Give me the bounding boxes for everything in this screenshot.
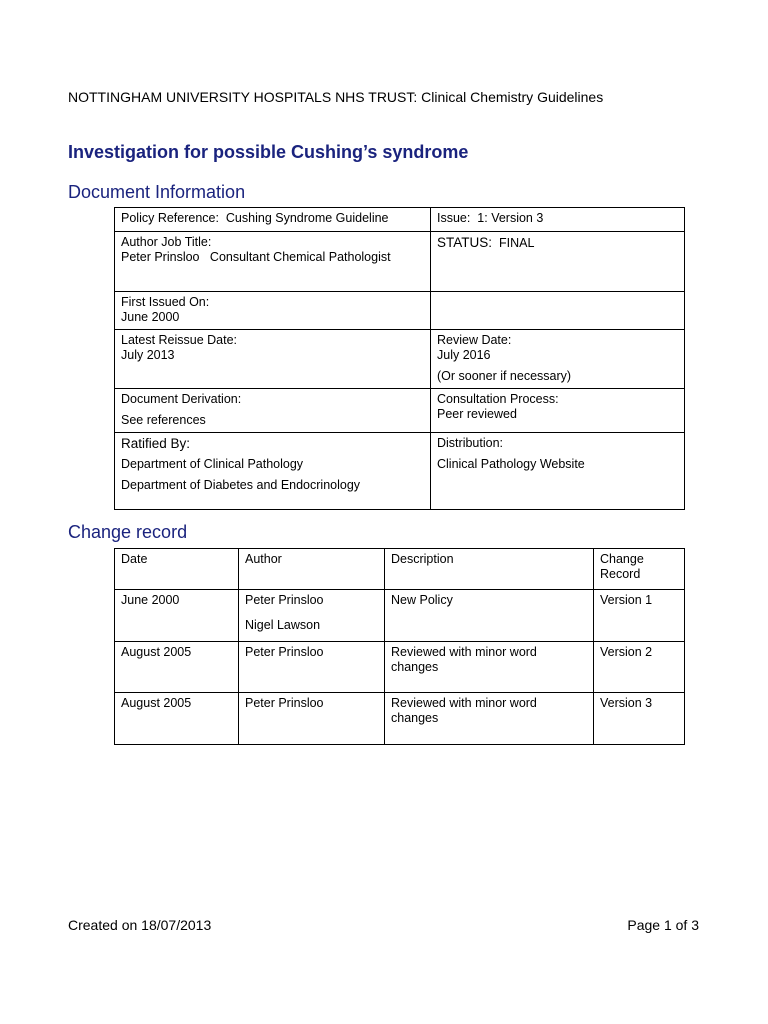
- first-issued-label: First Issued On:: [121, 295, 210, 309]
- table-row: [115, 433, 685, 510]
- consultation-value: Peer reviewed: [437, 407, 517, 421]
- column-header: Date: [115, 549, 239, 590]
- consultation-cell: [431, 389, 685, 433]
- empty-cell: [431, 292, 685, 330]
- table-row: [115, 590, 685, 642]
- column-header: Change Record: [594, 549, 685, 590]
- review-date-label: Review Date:: [437, 333, 512, 347]
- section-heading-change-record: Change record: [68, 522, 188, 542]
- review-date-note: (Or sooner if necessary): [437, 369, 572, 383]
- author-job-title-value: Peter Prinsloo Consultant Chemical Pathologist: [121, 250, 391, 264]
- change-record-cell: Version 2: [594, 642, 685, 693]
- author-job-title-label: Author Job Title:: [121, 235, 212, 249]
- author-cell: [239, 590, 385, 642]
- page-header: NOTTINGHAM UNIVERSITY HOSPITALS NHS TRUST: Clinical Chemistry Guidelines: [68, 89, 604, 105]
- status-value: FINAL: [498, 236, 535, 250]
- footer-page-number: Page 1 of 3: [627, 917, 699, 933]
- latest-reissue-cell: [115, 330, 431, 389]
- ratified-label: Ratified By:: [121, 436, 191, 451]
- document-information-table: [114, 207, 685, 510]
- document-derivation-cell: [115, 389, 431, 433]
- date-cell: August 2005: [115, 642, 239, 693]
- status-cell: [431, 232, 685, 292]
- review-date-cell: [431, 330, 685, 389]
- status-label: STATUS:: [437, 235, 493, 250]
- consultation-label: Consultation Process:: [437, 392, 559, 406]
- policy-reference: Policy Reference: Cushing Syndrome Guideline: [121, 211, 389, 225]
- author-job-title-cell: [115, 232, 431, 292]
- first-issued-value: June 2000: [121, 310, 180, 324]
- latest-reissue-label: Latest Reissue Date:: [121, 333, 238, 347]
- distribution-value: Clinical Pathology Website: [437, 457, 585, 471]
- table-row: [115, 642, 685, 693]
- description-cell: New Policy: [385, 590, 594, 642]
- footer-created-date: Created on 18/07/2013: [68, 917, 212, 933]
- distribution-cell: [431, 433, 685, 510]
- author-cell: Peter Prinsloo: [239, 642, 385, 693]
- section-heading-document-information: Document Information: [68, 182, 246, 202]
- description-cell: Reviewed with minor word changes: [385, 693, 594, 745]
- author-name: Nigel Lawson: [245, 618, 321, 632]
- change-record-table: [114, 548, 685, 745]
- change-record-cell: Version 1: [594, 590, 685, 642]
- distribution-label: Distribution:: [437, 436, 503, 450]
- derivation-label: Document Derivation:: [121, 392, 242, 406]
- review-date-value: July 2016: [437, 348, 491, 362]
- issue: Issue: 1: Version 3: [437, 211, 544, 225]
- description-cell: Reviewed with minor word changes: [385, 642, 594, 693]
- table-header-row: [115, 549, 685, 590]
- author-cell: Peter Prinsloo: [239, 693, 385, 745]
- derivation-value: See references: [121, 413, 206, 427]
- first-issued-cell: [115, 292, 431, 330]
- author-name: Peter Prinsloo: [245, 593, 324, 607]
- issue-cell: [431, 208, 685, 232]
- column-header: Author: [239, 549, 385, 590]
- table-row: [115, 292, 685, 330]
- ratified-value: Department of Diabetes and Endocrinology: [121, 478, 361, 492]
- date-cell: June 2000: [115, 590, 239, 642]
- date-cell: August 2005: [115, 693, 239, 745]
- table-row: [115, 330, 685, 389]
- change-record-cell: Version 3: [594, 693, 685, 745]
- table-row: [115, 693, 685, 745]
- table-row: [115, 232, 685, 292]
- ratified-value: Department of Clinical Pathology: [121, 457, 304, 471]
- policy-reference-cell: [115, 208, 431, 232]
- table-row: [115, 208, 685, 232]
- latest-reissue-value: July 2013: [121, 348, 175, 362]
- table-row: [115, 389, 685, 433]
- column-header: Description: [385, 549, 594, 590]
- ratified-by-cell: [115, 433, 431, 510]
- document-title: Investigation for possible Cushing’s syndrome: [68, 142, 469, 162]
